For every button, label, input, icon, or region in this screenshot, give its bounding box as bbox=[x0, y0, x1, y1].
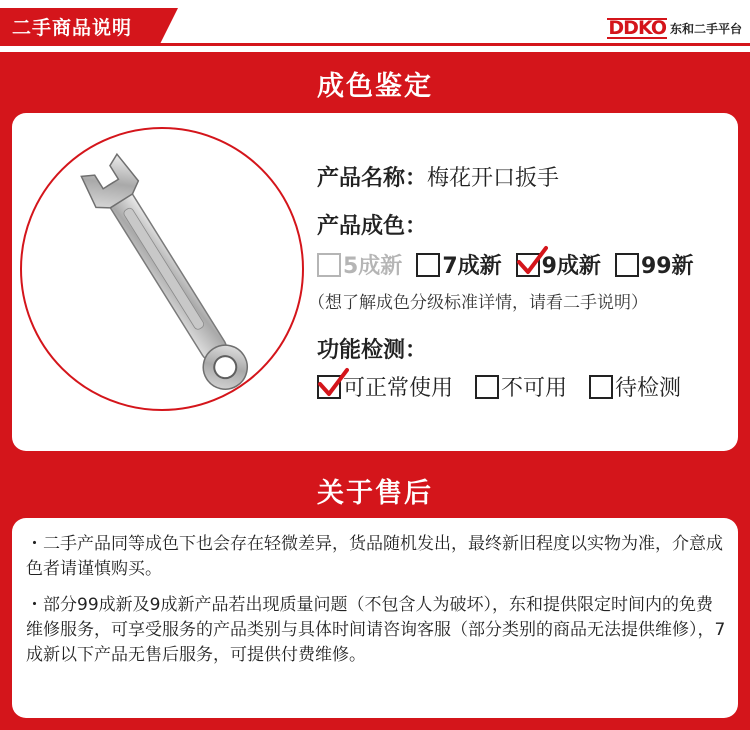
after-sales-item: ・部分99成新及9成新产品若出现质量问题（不包含人为破坏），东和提供限定时间内的免费维修服务，可享受服务的产品类别与具体时间请咨询客服（部分类别的商品无法提供维修），7成新以下产品无售后服务，可提供付费维修。 bbox=[26, 595, 726, 665]
checkbox[interactable] bbox=[416, 253, 440, 277]
condition-options bbox=[317, 249, 708, 280]
product-name-value: 梅花开口扳手 bbox=[427, 166, 560, 191]
section-tag bbox=[0, 8, 178, 44]
function-option-label: 可正常使用 bbox=[343, 376, 454, 401]
brand-name: 东和二手平台 bbox=[669, 22, 742, 36]
tag-label: 二手商品说明 bbox=[12, 17, 133, 39]
condition-option-label: 5成新 bbox=[343, 254, 403, 279]
checkbox[interactable] bbox=[475, 375, 499, 399]
appraisal-card bbox=[12, 113, 738, 451]
after-sales-item: ・二手产品同等成色下也会存在轻微差异，货品随机发出，最终新旧程度以实物为准，介意成色者请谨慎购买。 bbox=[26, 534, 723, 579]
condition-option[interactable] bbox=[416, 249, 501, 280]
product-photo bbox=[20, 127, 304, 411]
brand-logo: DDKO bbox=[608, 17, 666, 39]
function-option[interactable] bbox=[589, 371, 681, 402]
checkbox[interactable] bbox=[615, 253, 639, 277]
checkbox-checked[interactable] bbox=[317, 375, 341, 399]
after-sales-card bbox=[12, 518, 738, 718]
condition-note: （想了解成色分级标准详情，请看二手说明） bbox=[308, 293, 648, 313]
header-rule bbox=[0, 43, 750, 46]
function-option[interactable] bbox=[317, 371, 453, 402]
check-icon bbox=[516, 245, 548, 277]
function-label: 功能检测： bbox=[317, 338, 428, 363]
condition-option-label: 99新 bbox=[640, 254, 694, 279]
condition-option-label: 7成新 bbox=[442, 254, 502, 279]
condition-label: 产品成色： bbox=[317, 214, 428, 239]
condition-option[interactable] bbox=[615, 249, 694, 280]
checkbox[interactable] bbox=[317, 253, 341, 277]
checkbox-checked[interactable] bbox=[516, 253, 540, 277]
condition-option[interactable] bbox=[317, 249, 402, 280]
product-name-row bbox=[317, 161, 559, 192]
after-sales-title: 关于售后 bbox=[317, 478, 433, 509]
function-option-label: 待检测 bbox=[615, 376, 682, 401]
function-option[interactable] bbox=[475, 371, 567, 402]
condition-option[interactable] bbox=[516, 249, 601, 280]
checkbox[interactable] bbox=[589, 375, 613, 399]
product-name-label: 产品名称： bbox=[317, 166, 428, 191]
brand bbox=[607, 18, 742, 39]
check-icon bbox=[317, 367, 349, 399]
appraisal-title: 成色鉴定 bbox=[317, 71, 433, 102]
function-options bbox=[317, 371, 695, 402]
condition-option-label: 9成新 bbox=[541, 254, 601, 279]
function-option-label: 不可用 bbox=[501, 376, 568, 401]
wrench-icon bbox=[22, 129, 304, 411]
top-bar bbox=[0, 0, 750, 52]
